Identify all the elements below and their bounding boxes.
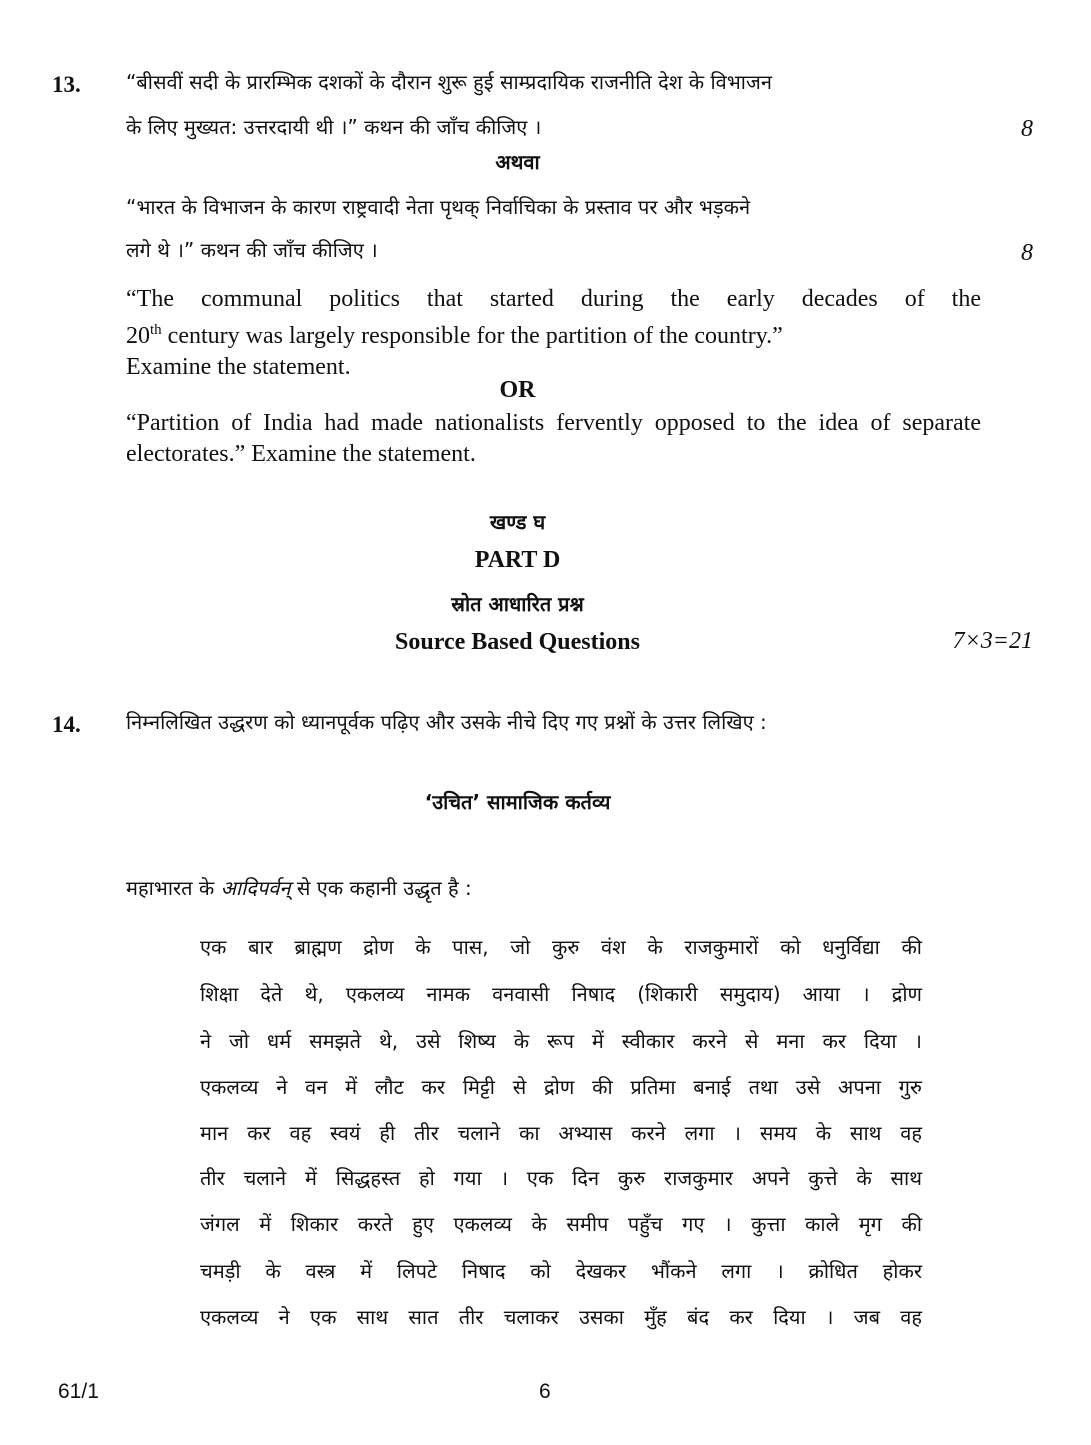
q13-marks-2: 8 <box>1021 240 1033 266</box>
q14-intro <box>126 876 472 900</box>
q13-hindi-alt-line-2: लगे थे ।” कथन की जाँच कीजिए । <box>126 238 378 262</box>
q13-english-line-2-text: century was largely responsible for the partition of the country.” <box>161 323 783 349</box>
question-14-number: 14. <box>52 712 81 737</box>
page-number: 6 <box>539 1380 551 1403</box>
q13-english-line-3: Examine the statement. <box>126 354 351 380</box>
q13-english-line-2 <box>126 315 981 352</box>
q13-english-line-1: “The communal politics that started during the early decades of the <box>126 286 981 312</box>
passage-line: एकलव्य ने एक साथ सात तीर चलाकर उसका मुँह बंद कर दिया । जब वह <box>200 1305 922 1329</box>
passage-line: शिक्षा देते थे, एकलव्य नामक वनवासी निषाद (शिकारी समुदाय) आया । द्रोण <box>200 982 922 1006</box>
passage-line: चमड़ी के वस्त्र में लिपटे निषाद को देखकर भौंकने लगा । क्रोधित होकर <box>200 1259 922 1283</box>
q13-english-alt-question: “Partition of India had made nationalists fervently opposed to the idea of separate electorates.” Examine the statement. <box>126 410 981 467</box>
question-13-number: 13. <box>52 72 81 97</box>
q13-or-english: OR <box>499 377 536 403</box>
q14-intro-italic: आदिपर्वन् <box>220 876 291 900</box>
paper-code: 61/1 <box>58 1380 99 1403</box>
q13-hindi-alt-line-1: “भारत के विभाजन के कारण राष्ट्रवादी नेता पृथक् निर्वाचिका के प्रस्ताव पर और भड़कने <box>126 195 751 219</box>
q13-english-question <box>126 284 981 383</box>
passage-line: मान कर वह स्वयं ही तीर चलाने का अभ्यास करने लगा । समय के साथ वह <box>200 1121 922 1145</box>
q13-hindi-line-2: के लिए मुख्यत: उत्तरदायी थी ।” कथन की जाँच कीजिए । <box>126 115 542 139</box>
q13-english-20: 20 <box>126 323 150 349</box>
part-d-english-subtitle: Source Based Questions <box>395 629 640 655</box>
q13-marks-1: 8 <box>1021 116 1033 142</box>
q14-passage-heading: ‘उचित’ सामाजिक कर्तव्य <box>424 790 611 814</box>
passage-line: एकलव्य ने वन में लौट कर मिट्टी से द्रोण की प्रतिमा बनाई तथा उसे अपना गुरु <box>200 1075 922 1099</box>
part-d-english-title: PART D <box>474 547 561 573</box>
passage-line: एक बार ब्राह्मण द्रोण के पास, जो कुरु वंश के राजकुमारों को धनुर्विद्या की <box>200 935 922 959</box>
passage-line: तीर चलाने में सिद्धहस्त हो गया । एक दिन कुरु राजकुमार अपने कुत्ते के साथ <box>200 1166 922 1190</box>
passage-line: जंगल में शिकार करते हुए एकलव्य के समीप पहुँच गए । कुत्ता काले मृग की <box>200 1212 922 1236</box>
q14-intro-pre: महाभारत के <box>126 876 221 900</box>
part-d-hindi-subtitle: स्रोत आधारित प्रश्न <box>451 592 584 616</box>
passage-line: ने जो धर्म समझते थे, उसे शिष्य के रूप में स्वीकार करने से मना कर दिया । <box>200 1029 922 1053</box>
q14-instruction: निम्नलिखित उद्धरण को ध्यानपूर्वक पढ़िए और उसके नीचे दिए गए प्रश्नों के उत्तर लिखिए : <box>126 710 767 734</box>
part-d-hindi-title: खण्ड घ <box>489 510 546 534</box>
q13-hindi-line-1: “बीसवीं सदी के प्रारम्भिक दशकों के दौरान शुरू हुई साम्प्रदायिक राजनीति देश के विभाजन <box>126 70 772 94</box>
part-d-marks: 7×3=21 <box>952 628 1033 654</box>
q13-english-superscript: th <box>150 322 162 338</box>
q13-or-hindi: अथवा <box>495 150 540 174</box>
q14-intro-post: से एक कहानी उद्धृत है : <box>290 876 472 900</box>
